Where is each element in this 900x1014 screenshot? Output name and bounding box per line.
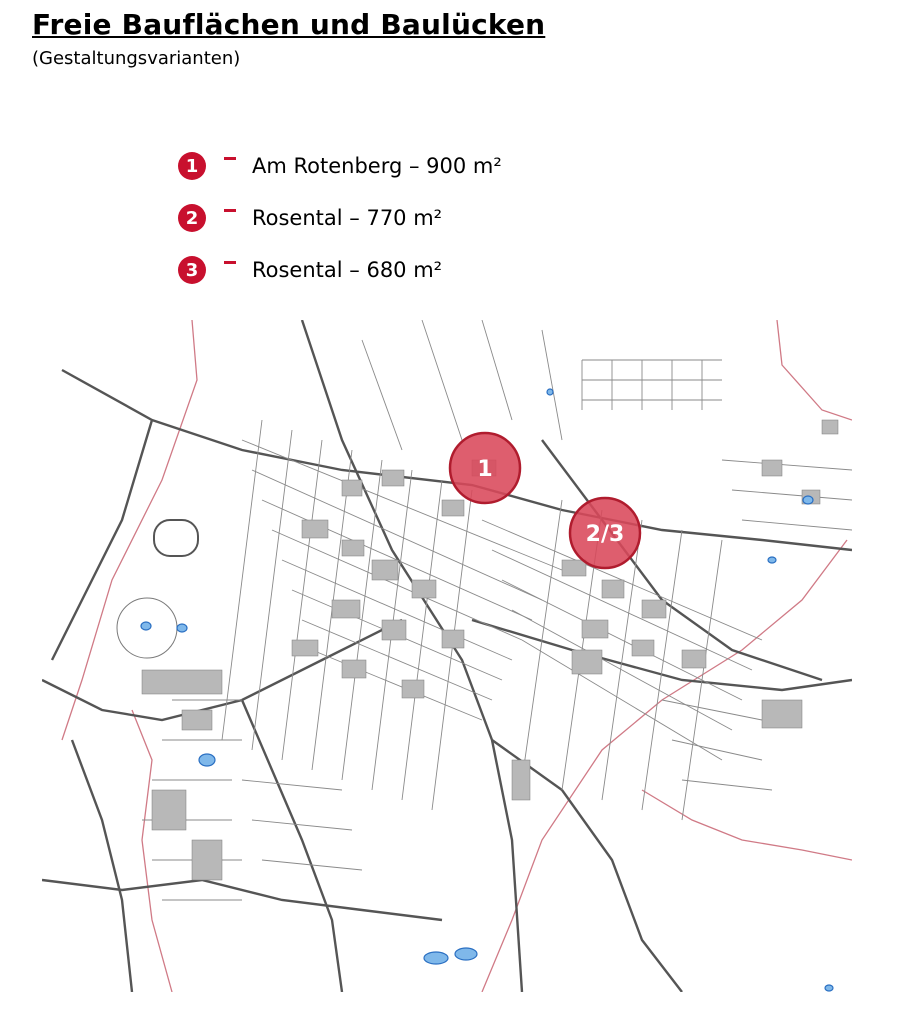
number-1-icon: 1 (178, 152, 206, 180)
marker-2-3-label: 2/3 (585, 522, 625, 547)
marker-1[interactable] (450, 433, 520, 503)
legend (178, 140, 502, 296)
page-subtitle: (Gestaltungsvarianten) (32, 48, 241, 69)
marker-1-label: 1 (477, 457, 493, 482)
map-canvas (42, 320, 852, 992)
legend-item-3 (178, 244, 502, 296)
number-2-icon: 2 (178, 204, 206, 232)
town-map (42, 320, 852, 992)
marker-2-3[interactable] (570, 498, 640, 568)
legend-text: Am Rotenberg – 900 m² (252, 154, 502, 178)
legend-item-1 (178, 140, 502, 192)
legend-item-2 (178, 192, 502, 244)
legend-dash (224, 209, 236, 212)
number-3-icon: 3 (178, 256, 206, 284)
legend-text: Rosental – 770 m² (252, 206, 443, 230)
legend-dash (224, 261, 236, 264)
page-title: Freie Bauflächen und Baulücken (32, 8, 546, 41)
legend-text: Rosental – 680 m² (252, 258, 443, 282)
legend-dash (224, 157, 236, 160)
